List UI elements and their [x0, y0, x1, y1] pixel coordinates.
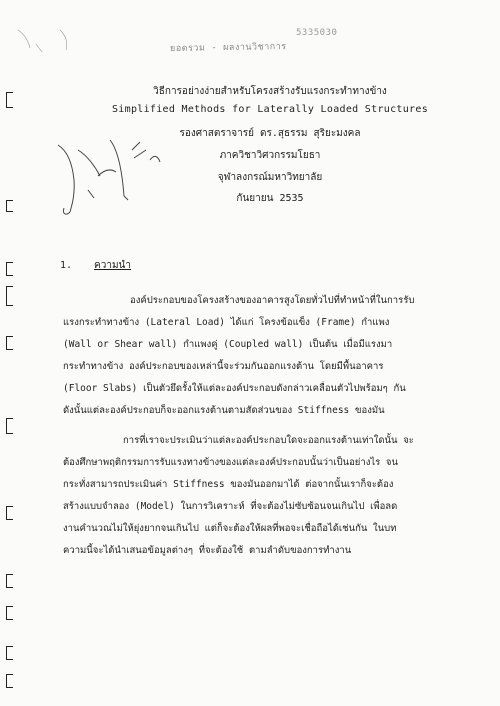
section-number: 1. [60, 260, 73, 271]
paragraph-line: (Floor Slabs) เป็นตัวยึดรั้งให้แต่ละองค์ประกอบดังกล่าวเคลื่อนตัวไปพร้อมๆ กัน [63, 383, 406, 394]
university: จุฬาลงกรณ์มหาวิทยาลัย [217, 172, 323, 183]
title-english: Simplified Methods for Laterally Loaded Structures [111, 104, 429, 115]
paragraph-line: กระทั่งสามารถประเมินค่า Stiffness ของมันออกมาได้ ต่อจากนั้นเราก็จะต้อง [63, 479, 394, 490]
paragraph-line: องค์ประกอบของโครงสร้างของอาคารสูงโดยทั่วไปที่ทำหน้าที่ในการรับ [130, 295, 415, 306]
paragraph-line: ต้องศึกษาพฤติกรรมการรับแรงทางข้างของแต่ละองค์ประกอบนั้นว่าเป็นอย่างไร จน [63, 457, 398, 468]
department: ภาควิชาวิศวกรรมโยธา [219, 150, 321, 161]
document-code: 5335030 [296, 28, 338, 38]
handwritten-stamp: ยอดรวม - ผลงานวิชาการ [169, 41, 287, 55]
paragraph-line: แรงกระทำทางข้าง (Lateral Load) ได้แก่ โครงข้อแข็ง (Frame) กำแพง [63, 317, 390, 328]
section-title: ความนำ [94, 260, 131, 271]
paragraph-line: สร้างแบบจำลอง (Model) ในการวิเคราะห์ ที่จะต้องไม่ซับซ้อนจนเกินไป เพื่อลด [63, 501, 398, 512]
paragraph-line: กระทำทางข้าง องค์ประกอบของเหล่านี้จะร่วมกันออกแรงต้าน โดยมีพื้นอาคาร [63, 361, 384, 372]
paragraph-line: ดังนั้นแต่ละองค์ประกอบก็จะออกแรงต้านตามสัดส่วนของ Stiffness ของมัน [63, 405, 385, 416]
author: รองศาสตราจารย์ ดร.สุธรรม สุริยะมงคล [179, 128, 361, 139]
date: กันยายน 2535 [236, 193, 304, 204]
paragraph-line: การที่เราจะประเมินว่าแต่ละองค์ประกอบใดจะออกแรงต้านเท่าใดนั้น จะ [123, 435, 414, 446]
paragraph-line: งานคำนวณไม่ให้ยุ่งยากจนเกินไป แต่ก็จะต้องให้ผลที่พอจะเชื่อถือได้เช่นกัน ในบท [63, 523, 397, 534]
title-thai: วิธีการอย่างง่ายสำหรับโครงสร้างรับแรงกระทำทางข้าง [153, 86, 387, 97]
paragraph-line: (Wall or Shear wall) กำแพงคู่ (Coupled wall) เป็นต้น เมื่อมีแรงมา [63, 339, 393, 350]
paragraph-line: ความนี้จะได้นำเสนอข้อมูลต่างๆ ที่จะต้องใช้ ตามลำดับของการทำงาน [63, 545, 352, 556]
